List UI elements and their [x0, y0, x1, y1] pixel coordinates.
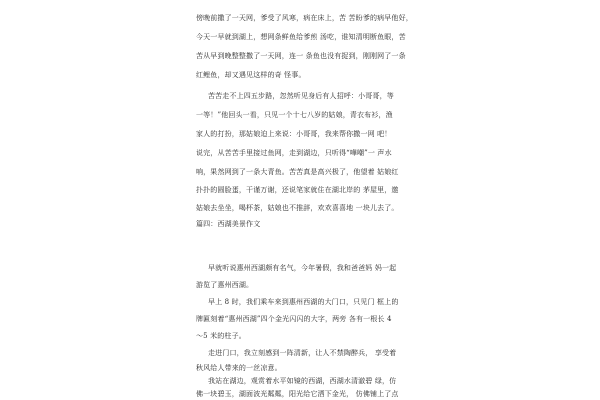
essay-p2-line-1: 早上 8 时，我们乘车来到惠州西湖的大门口，只见门 框上的: [208, 298, 399, 306]
essay-p3-line-2: 秋风给人带来的一丝凉意。: [196, 364, 282, 372]
story-line-4: 红鲤鱼，却又遇见这样的奇 怪事。: [196, 71, 306, 79]
essay-p2-line-3: ～5 米的柱子。: [196, 332, 246, 340]
essay-p1-line-2: 游览了惠州西湖。: [196, 281, 254, 289]
story-line-6: 一等！”他回头一看，只见一个十七八岁的姑娘，青衣布衫，渔: [196, 111, 393, 119]
essay-p4-line-1: 我站在湖边，观赏着水平如镜的西湖，西湖水清澈碧 绿，仿: [208, 377, 397, 385]
story-line-9: 响，果然网到了一条大青鱼。苦苦真是高兴极了，他望着 姑娘红: [196, 168, 399, 176]
story-line-3: 苦从早到晚整整撒了一天网，连一 条鱼也没有捉到，刚刚网了一条: [196, 52, 406, 60]
essay-p1-line-1: 早就听说惠州西湖颇有名气，今年暑假，我和爸爸妈 妈一起: [208, 264, 397, 272]
story-line-7: 家人的打扮，那姑娘迫上来说：小哥哥，我来帮你撒一网 吧！: [196, 130, 392, 138]
story-line-2: 今天一早就到湖上，想网条鲜鱼给爹煎 汤吃，谁知清明断鱼眼，苦: [196, 33, 406, 41]
essay-p2-line-2: 牌匾刻着“惠州西湖”四个金光闪闪的大字，两旁 各有一根长 4: [196, 315, 392, 323]
story-line-10: 扑扑的圆脸蛋，干谨万谢，还说笔家就住在湖北岸的 茅屋里，邀: [196, 186, 399, 194]
essay-p4-line-2: 佛一块碧玉，湖面波光粼粼，阳光给它洒下金光， 仿佛铺上了点: [196, 390, 399, 398]
story-line-5: 苦苦走不上四五步路，忽然听见身后有人招呼：小哥哥，等: [208, 92, 394, 100]
story-line-11: 姑娘去坐坐，喝杯茶，姑娘也不推辞，欢欢喜喜地 一块儿去了。: [196, 204, 399, 212]
story-line-8: 说完，从苦苦手里接过鱼网，走到湖边，只听得“嘩嘲”一 声水: [196, 149, 392, 157]
essay-p3-line-1: 走进门口，我立刻感到一阵清新，让人不禁陶醉兵， 享受着: [208, 349, 397, 357]
story-line-1: 傍晚前撒了一天网，爹受了风寒，病在床上，苦 苦盼爹的病早他好，: [196, 14, 413, 22]
section-title: 篇四：西湖美景作文: [196, 220, 261, 228]
